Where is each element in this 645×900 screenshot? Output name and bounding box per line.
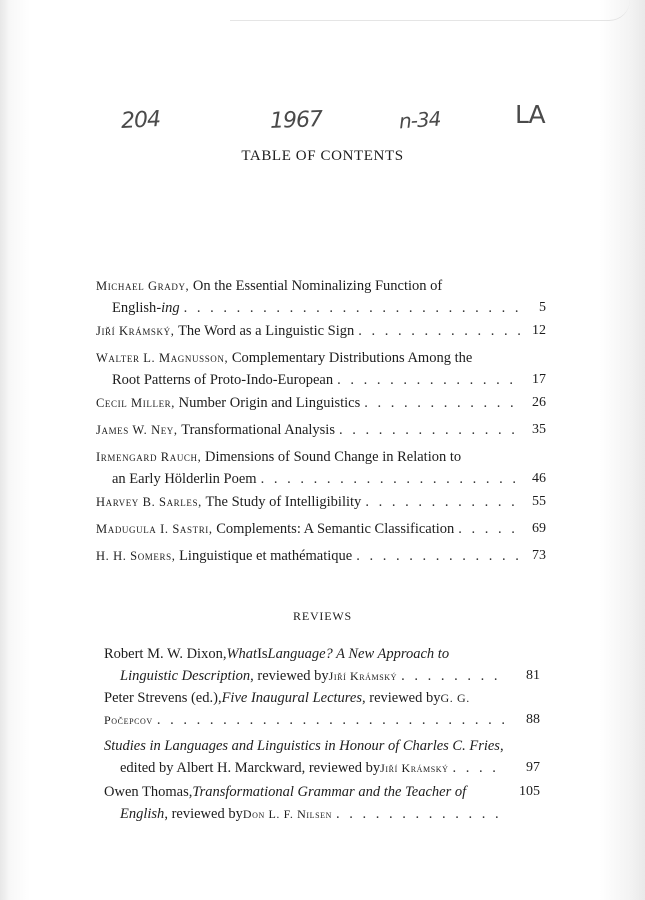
review-title-italic: Studies in Languages and Linguistics in Honour of Charles C. Fries — [104, 738, 500, 754]
entry-page-number: 5 — [539, 300, 546, 315]
entry-page-number: 69 — [532, 521, 546, 536]
review-title-italic: Language? A New Approach to — [267, 646, 450, 662]
entry-author: Jiří Krámský, — [96, 324, 175, 338]
review-title-italic: Transformational Grammar and the Teacher of — [192, 784, 467, 800]
review-text: Robert M. W. Dixon, — [104, 646, 227, 662]
review-text: , reviewed by — [361, 690, 441, 706]
entry-page-number: 35 — [532, 422, 546, 437]
entry-author: Michael Grady, — [96, 279, 190, 293]
entry-page-number: 73 — [532, 548, 546, 563]
toc-entry — [96, 347, 546, 391]
toc-entry — [96, 446, 546, 490]
review-text: , — [499, 738, 504, 754]
entry-author: James W. Ney, — [96, 423, 178, 437]
handwritten-note: n-34 — [398, 106, 442, 134]
review-page-number: 105 — [519, 784, 540, 799]
entry-title-continued: an Early Hölderlin Poem — [112, 471, 257, 487]
review-entry — [104, 781, 540, 825]
toc-entry — [96, 491, 546, 513]
reviewer-name: Jiří Krámský — [328, 669, 398, 683]
review-text: Peter Strevens (ed.), — [104, 690, 222, 706]
entry-author: Cecil Miller, — [96, 396, 175, 410]
reviewer-name: G. G. — [440, 691, 470, 705]
handwritten-note: 1967 — [269, 107, 323, 134]
reviewer-name: Don L. F. Nilsen — [242, 807, 333, 821]
reviewer-name: Počepcov — [104, 713, 153, 727]
entry-title: Complements: A Semantic Classification — [216, 521, 455, 537]
review-title-italic: English — [120, 806, 165, 822]
handwritten-note: LA — [515, 100, 545, 129]
page-title: TABLE OF CONTENTS — [241, 148, 404, 164]
review-title-italic: Linguistic Description — [120, 668, 251, 684]
entry-author: Madugula I. Sastri, — [96, 522, 213, 536]
review-text: edited by Albert H. Marckward, reviewed by — [120, 760, 381, 776]
entry-title-continued: Root Patterns of Proto-Indo-European — [112, 372, 334, 388]
review-entry — [104, 643, 540, 687]
entry-page-number: 26 — [532, 395, 546, 410]
toc-entry — [96, 275, 546, 319]
toc-entry — [96, 320, 546, 342]
review-text: , reviewed by — [164, 806, 243, 822]
review-title-italic: What — [226, 646, 258, 662]
review-title-italic: Five Inaugural Lectures — [221, 690, 362, 706]
toc-entry — [96, 545, 546, 567]
entry-title: Linguistique et mathématique — [179, 548, 353, 564]
entry-page-number: 46 — [532, 471, 546, 486]
entry-title: The Word as a Linguistic Sign — [178, 323, 355, 339]
entry-author: Walter L. Magnusson, — [96, 351, 229, 365]
review-page-number: 97 — [526, 760, 540, 775]
handwritten-note: 204 — [120, 106, 161, 135]
entry-page-number: 17 — [532, 372, 546, 387]
entry-title: Dimensions of Sound Change in Relation to — [204, 449, 462, 465]
toc-entry — [96, 392, 546, 414]
entry-title: On the Essential Nominalizing Function of — [192, 278, 443, 294]
page-fold-shadow — [230, 0, 630, 21]
entry-author: Harvey B. Sarles, — [96, 495, 202, 509]
entry-author: H. H. Somers, — [96, 549, 176, 563]
entry-page-number: 12 — [532, 323, 546, 338]
review-text: Owen Thomas, — [104, 784, 193, 800]
entry-author: Irmengard Rauch, — [96, 450, 202, 464]
toc-entry — [96, 419, 546, 441]
review-text: , reviewed by — [250, 668, 329, 684]
review-entry — [104, 735, 540, 779]
reviewer-name: Jiří Krámský — [380, 761, 449, 775]
reviews-heading: REVIEWS — [293, 609, 352, 623]
review-entry — [104, 687, 540, 731]
entry-title: Complementary Distributions Among the — [231, 350, 473, 366]
entry-title: Number Origin and Linguistics — [178, 395, 361, 411]
review-page-number: 88 — [526, 712, 540, 727]
entry-title: The Study of Intelligibility — [205, 494, 362, 510]
entry-title-italic: -ing — [156, 300, 180, 316]
review-page-number: 81 — [526, 668, 540, 683]
entry-page-number: 55 — [532, 494, 546, 509]
entry-title-continued: English — [112, 300, 157, 316]
entry-title: Transformational Analysis — [181, 422, 335, 438]
toc-entry — [96, 518, 546, 540]
review-text: Is — [257, 646, 268, 662]
